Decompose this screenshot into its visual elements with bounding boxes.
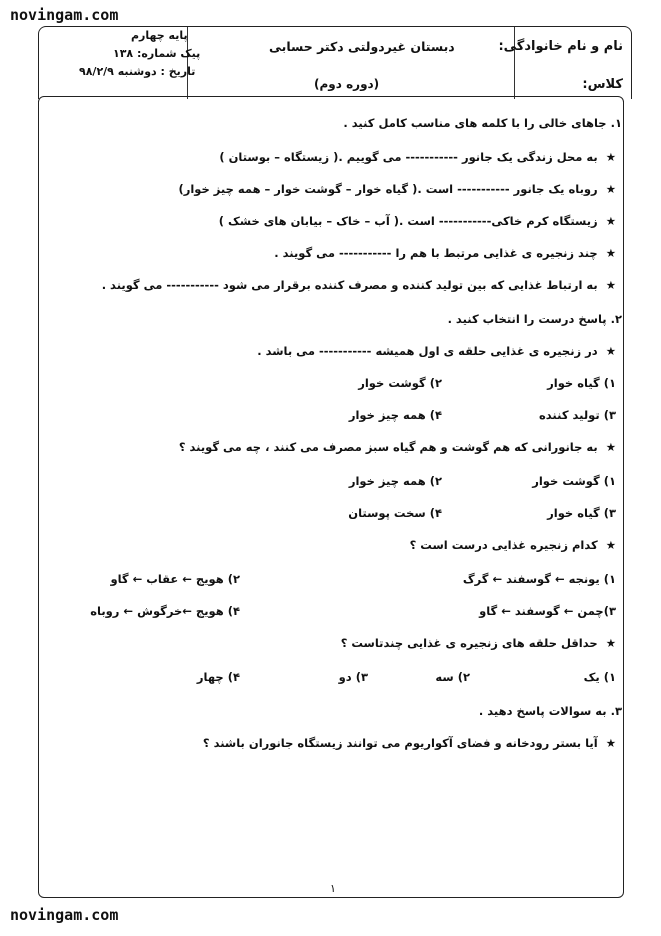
exam-date: تاریخ : دوشنبه ۹۸/۲/۹ xyxy=(79,65,196,78)
q3-item-1-text: آیا بستر رودخانه و فضای آکواریوم می توانند زیستگاه جانوران باشند ؟ xyxy=(202,736,598,750)
q2d-option-3: ۳) دو xyxy=(338,670,368,684)
star-icon: ★ xyxy=(605,214,616,228)
q2a-question xyxy=(257,344,616,358)
q2b-question xyxy=(179,440,616,454)
q2c-text: کدام زنجیره غذایی درست است ؟ xyxy=(409,538,598,552)
star-icon: ★ xyxy=(605,278,616,292)
q2d-option-4: ۴) چهار xyxy=(196,670,240,684)
q2c-option-4: ۴) هویج ←خرگوش ← روباه xyxy=(90,604,240,618)
q1-item-5 xyxy=(102,278,616,292)
student-name-label: نام و نام خانوادگی: xyxy=(498,39,623,54)
q1-item-1-text: به محل زندگی یک جانور ----------- می گوییم .( زیستگاه – بوستان ) xyxy=(219,150,598,164)
school-name: دبستان غیردولتی دکتر حسابی xyxy=(269,39,455,54)
grade: پایه چهارم xyxy=(131,29,188,42)
q2a-option-4: ۴) همه چیز خوار xyxy=(348,408,442,422)
header-divider-right xyxy=(514,27,515,99)
star-icon: ★ xyxy=(605,246,616,260)
q1-item-3 xyxy=(219,214,616,228)
q1-item-4-text: چند زنجیره ی غذایی مرتبط با هم را ----------- می گویند . xyxy=(274,246,598,260)
q2-title: ۲. پاسخ درست را انتخاب کنید . xyxy=(447,312,622,326)
q3-title: ۳. به سوالات پاسخ دهید . xyxy=(478,704,622,718)
school-period: (دوره دوم) xyxy=(314,77,380,91)
star-icon: ★ xyxy=(605,736,616,750)
q2c-option-3: ۳)چمن ← گوسفند ← گاو xyxy=(479,604,616,618)
q2b-option-3: ۳) گیاه خوار xyxy=(547,506,616,520)
star-icon: ★ xyxy=(605,344,616,358)
star-icon: ★ xyxy=(605,440,616,454)
q3-item-1 xyxy=(203,736,616,750)
q2b-option-2: ۲) همه چیز خوار xyxy=(348,474,442,488)
exam-header xyxy=(38,26,632,99)
q1-item-5-text: به ارتباط غذایی که بین تولید کننده و مصرف کننده برقرار می شود ----------- می گویند . xyxy=(101,278,598,292)
q1-title: ۱. جاهای خالی را با کلمه های مناسب کامل کنید . xyxy=(343,116,622,130)
star-icon: ★ xyxy=(605,538,616,552)
q2d-text: حداقل حلقه های زنجیره ی غذایی چندتاست ؟ xyxy=(340,636,598,650)
q1-item-1 xyxy=(219,150,616,164)
q2d-question xyxy=(341,636,616,650)
watermark-bottom: novingam.com xyxy=(10,906,119,924)
q2d-option-1: ۱) یک xyxy=(583,670,616,684)
q1-item-2-text: روباه یک جانور ----------- است .( گیاه خوار – گوشت خوار – همه چیز خوار) xyxy=(178,182,598,196)
star-icon: ★ xyxy=(605,182,616,196)
q2d-option-2: ۲) سه xyxy=(435,670,470,684)
q2a-text: در زنجیره ی غذایی حلقه ی اول همیشه ----------- می باشد . xyxy=(257,344,598,358)
q1-item-3-text: زیستگاه کرم خاکی----------- است .( آب – خاک – بیابان های خشک ) xyxy=(218,214,598,228)
q2b-option-1: ۱) گوشت خوار xyxy=(532,474,616,488)
q2b-option-4: ۴) سخت پوستان xyxy=(348,506,442,520)
q2a-option-1: ۱) گیاه خوار xyxy=(547,376,616,390)
pack-number: پیک شماره: ۱۳۸ xyxy=(113,47,201,60)
q2c-question xyxy=(410,538,616,552)
q1-item-4 xyxy=(274,246,616,260)
exam-sheet xyxy=(30,26,630,896)
q2b-text: به جانورانی که هم گوشت و هم گیاه سبز مصرف می کنند ، چه می گویند ؟ xyxy=(178,440,598,454)
class-label: کلاس: xyxy=(582,77,623,92)
q1-item-2 xyxy=(178,182,616,196)
q2c-option-2: ۲) هویج ← عقاب ← گاو xyxy=(110,572,240,586)
page-number: ۱ xyxy=(330,882,336,895)
q2a-option-3: ۳) تولید کننده xyxy=(539,408,616,422)
q2a-option-2: ۲) گوشت خوار xyxy=(358,376,442,390)
q2c-option-1: ۱) یونجه ← گوسفند ← گرگ xyxy=(462,572,616,586)
star-icon: ★ xyxy=(605,150,616,164)
watermark-top: novingam.com xyxy=(10,6,119,24)
star-icon: ★ xyxy=(605,636,616,650)
